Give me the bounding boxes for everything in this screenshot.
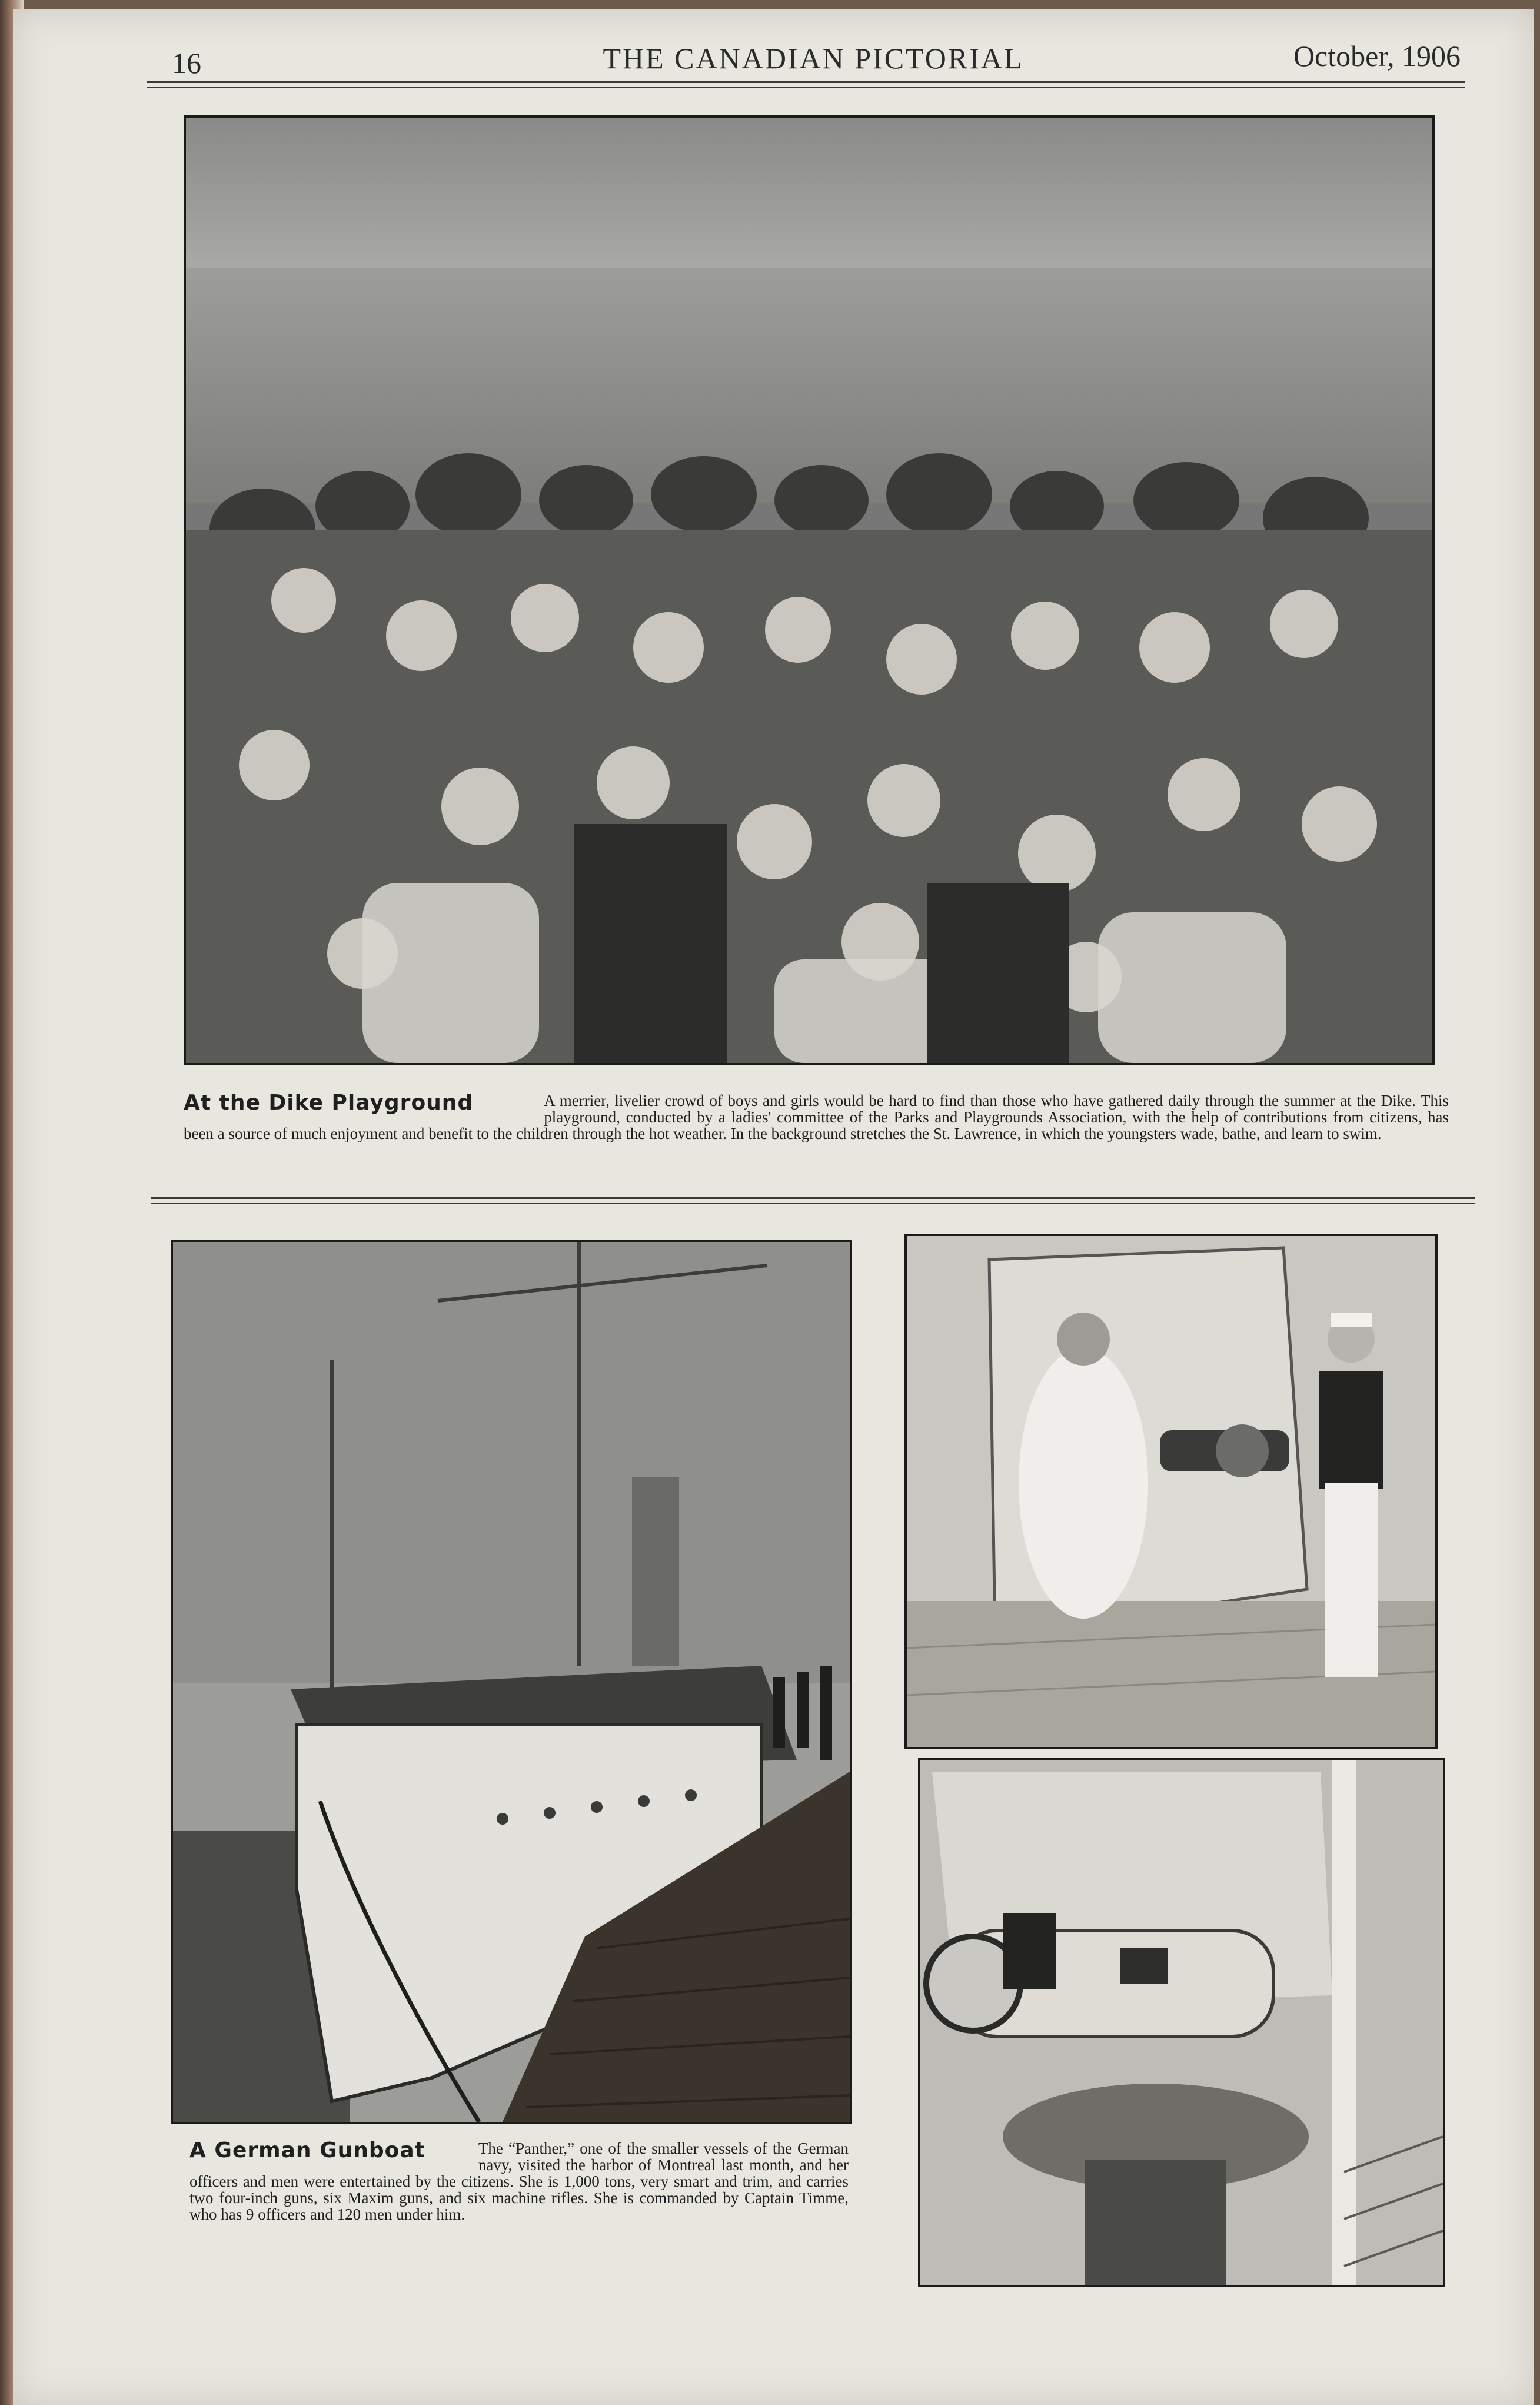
playground-photo bbox=[184, 115, 1435, 1065]
gunboat-caption bbox=[189, 2140, 849, 2223]
issue-date: October, 1906 bbox=[1293, 39, 1461, 72]
playground-text: A merrier, livelier crowd of boys and girls would be hard to find than those who have gathered daily through the summer at the Dike. This playground, conducted by a ladies' committee of the Parks and Playgrounds Association, with the help of contributions from citizens, has been a source of much enjoyment and benefit to the children through the hot weather. In the background stretches the St. Lawrence, in which the youngsters wade, bathe, and learn to swim. bbox=[184, 1092, 1449, 1142]
gunboat-text: The “Panther,” one of the smaller vessels of the German navy, visited the harbor of Montreal last month, and her officers and men were entertained by the citizens. She is 1,000 tons, very smart and trim, and carries two four-inch guns, six Maxim guns, and six machine rifles. She is commanded by Captain Timme, who has 9 officers and 120 men under him. bbox=[189, 2140, 849, 2223]
section-divider-thin bbox=[151, 1203, 1475, 1204]
sailors-gun-photo bbox=[904, 1234, 1438, 1749]
header-rule-thin bbox=[147, 87, 1465, 88]
gunboat-heading: A German Gunboat bbox=[189, 2138, 425, 2162]
section-divider bbox=[151, 1197, 1475, 1199]
playground-heading: At the Dike Playground bbox=[184, 1091, 474, 1115]
running-header bbox=[160, 39, 1466, 80]
publication-title: THE CANADIAN PICTORIAL bbox=[603, 42, 1024, 75]
page-number: 16 bbox=[172, 46, 201, 79]
header-rule bbox=[147, 81, 1465, 83]
gunboat-photo bbox=[171, 1240, 852, 2124]
gun-closeup-photo bbox=[918, 1758, 1445, 2287]
magazine-page bbox=[13, 9, 1534, 2405]
playground-caption bbox=[184, 1092, 1449, 1142]
